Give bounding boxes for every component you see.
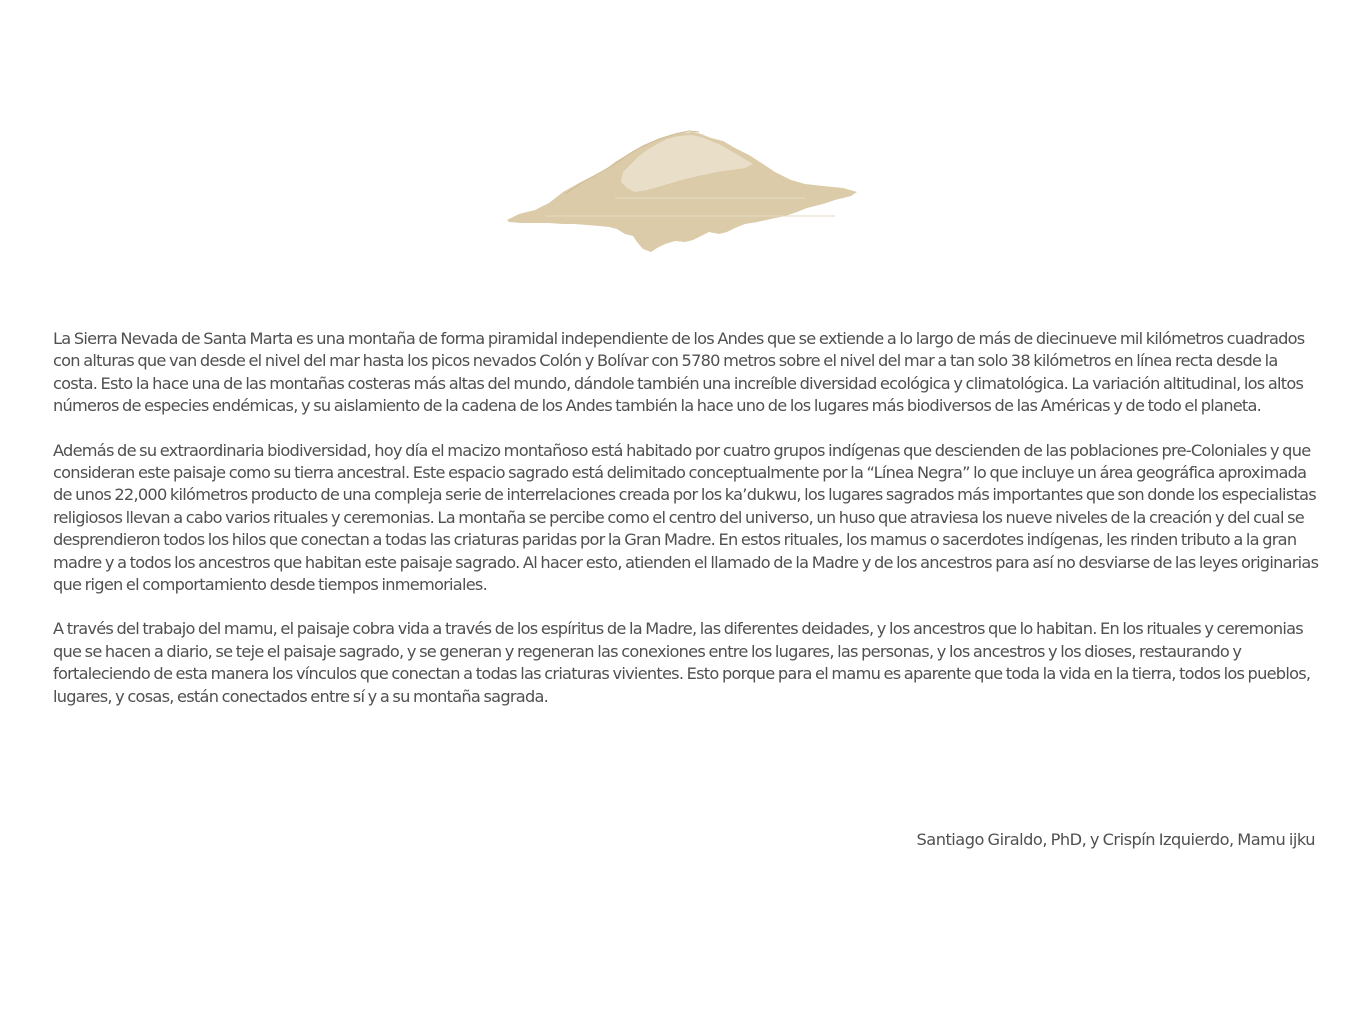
body-text [53, 328, 1321, 730]
paragraph-3: A través del trabajo del mamu, el paisaje cobra vida a través de los espíritus de la Madre, las diferentes deidades, y los ancestros que lo habitan. En los rituales y ceremonias que se hacen a diario, se teje el paisaje sagrado, y se generan y regeneran las conexiones entre los lugares, las personas, y los ancestros y los dioses, restaurando y fortaleciendo de esta manera los vínculos que conectan a todas las criaturas vivientes. Esto porque para el mamu es aparente que toda la vida en la tierra, todos los pueblos, lugares, y cosas, están conectados entre sí y a su montaña sagrada. [53, 619, 1311, 706]
mountain-silhouette-icon [505, 128, 860, 258]
author-signature: Santiago Giraldo, PhD, y Crispín Izquierdo, Mamu ijku [916, 830, 1315, 849]
paragraph-1: La Sierra Nevada de Santa Marta es una montaña de forma piramidal independiente de los Andes que se extiende a lo largo de más de diecinueve mil kilómetros cuadrados con alturas que van desde el nivel del mar hasta los picos nevados Colón y Bolívar con 5780 metros sobre el nivel del mar a tan solo 38 kilómetros en línea recta desde la costa. Esto la hace una de las montañas costeras más altas del mundo, dándole también una increíble diversidad ecológica y climatológica. La variación altitudinal, los altos números de especies endémicas, y su aislamiento de la cadena de los Andes también la hace uno de los lugares más biodiversos de las Américas y de todo el planeta. [53, 329, 1305, 416]
paragraph-2: Además de su extraordinaria biodiversidad, hoy día el macizo montañoso está habitado por cuatro grupos indígenas que descienden de las poblaciones pre-Coloniales y que consideran este paisaje como su tierra ancestral. Este espacio sagrado está delimitado conceptualmente por la “Línea Negra” lo que incluye un área geográfica aproximada de unos 22,000 kilómetros producto de una compleja serie de interrelaciones creada por los ka’dukwu, los lugares sagrados más importantes que son donde los especialistas religiosos llevan a cabo varios rituales y ceremonias. La montaña se percibe como el centro del universo, un huso que atraviesa los nueve niveles de la creación y del cual se desprendieron todos los hilos que conectan a todas las criaturas paridas por la Gran Madre. En estos rituales, los mamus o sacerdotes indígenas, les rinden tributo a la gran madre y a todos los ancestros que habitan este paisaje sagrado. Al hacer esto, atienden el llamado de la Madre y de los ancestros para así no desviarse de las leyes originarias que rigen el comportamiento desde tiempos inmemoriales. [53, 440, 1319, 595]
